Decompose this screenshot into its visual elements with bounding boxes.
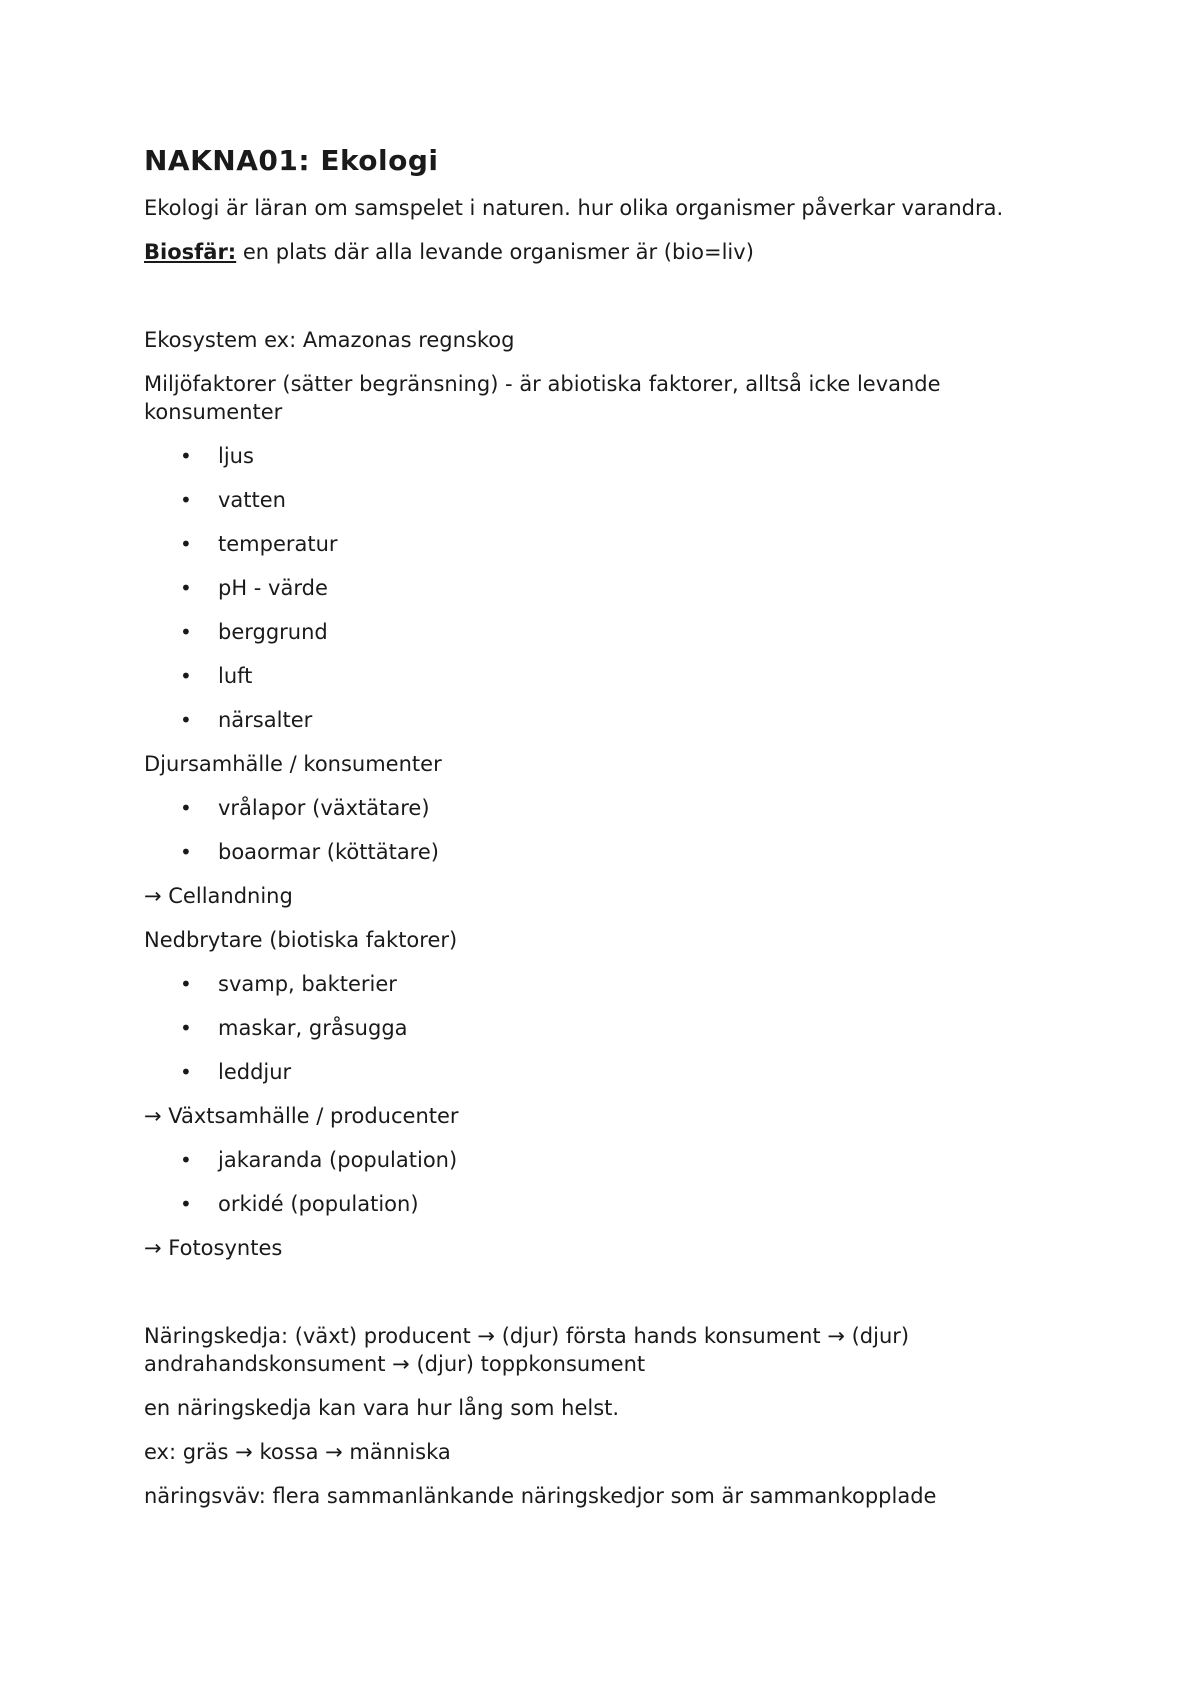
naringskedja-length-line: en näringskedja kan vara hur lång som helst. bbox=[144, 1396, 620, 1420]
example-line: ex: gräs → kossa → människa bbox=[144, 1440, 451, 1464]
list-item: • vatten bbox=[180, 488, 286, 512]
list-item: • orkidé (population) bbox=[180, 1192, 419, 1216]
list-item: • temperatur bbox=[180, 532, 338, 556]
miljofaktorer-paragraph: Miljöfaktorer (sätter begränsning) - är abiotiska faktorer, alltså icke levande konsumenter bbox=[144, 372, 941, 424]
intro-paragraph: Ekologi är läran om samspelet i naturen. hur olika organismer påverkar varandra. bbox=[144, 196, 1004, 220]
djursamhalle-heading: Djursamhälle / konsumenter bbox=[144, 752, 442, 776]
ekosystem-paragraph: Ekosystem ex: Amazonas regnskog bbox=[144, 328, 515, 352]
biosfar-term: Biosfär: bbox=[144, 240, 237, 264]
bullet-icon: • bbox=[180, 444, 192, 468]
nedbrytare-heading: Nedbrytare (biotiska faktorer) bbox=[144, 928, 458, 952]
list-item: • svamp, bakterier bbox=[180, 972, 397, 996]
bullet-icon: • bbox=[180, 972, 192, 996]
list-item: • vrålapor (växtätare) bbox=[180, 796, 430, 820]
list-item: • berggrund bbox=[180, 620, 328, 644]
bullet-icon: • bbox=[180, 576, 192, 600]
bullet-icon: • bbox=[180, 532, 192, 556]
list-item: • maskar, gråsugga bbox=[180, 1016, 408, 1040]
naringskedja-paragraph: Näringskedja: (växt) producent → (djur) första hands konsument → (djur) andrahandskonsument → (djur) toppkonsument bbox=[144, 1324, 910, 1376]
bullet-icon: • bbox=[180, 664, 192, 688]
bullet-icon: • bbox=[180, 796, 192, 820]
biosfar-paragraph bbox=[144, 238, 754, 266]
list-item: • boaormar (köttätare) bbox=[180, 840, 439, 864]
bullet-icon: • bbox=[180, 1148, 192, 1172]
bullet-icon: • bbox=[180, 1016, 192, 1040]
list-item: • ljus bbox=[180, 444, 254, 468]
bullet-icon: • bbox=[180, 1192, 192, 1216]
vaxtsamhalle-heading: → Växtsamhälle / producenter bbox=[144, 1104, 459, 1128]
bullet-icon: • bbox=[180, 620, 192, 644]
bullet-icon: • bbox=[180, 708, 192, 732]
biosfar-definition: en plats där alla levande organismer är (bio=liv) bbox=[236, 240, 754, 264]
page-title: NAKNA01: Ekologi bbox=[144, 144, 439, 177]
list-item: • luft bbox=[180, 664, 253, 688]
fotosyntes-line: → Fotosyntes bbox=[144, 1236, 283, 1260]
cellandning-line: → Cellandning bbox=[144, 884, 293, 908]
bullet-icon: • bbox=[180, 488, 192, 512]
bullet-icon: • bbox=[180, 1060, 192, 1084]
list-item: • närsalter bbox=[180, 708, 313, 732]
list-item: • leddjur bbox=[180, 1060, 292, 1084]
list-item: • jakaranda (population) bbox=[180, 1148, 458, 1172]
list-item: • pH - värde bbox=[180, 576, 328, 600]
bullet-icon: • bbox=[180, 840, 192, 864]
naringsvav-line: näringsväv: flera sammanlänkande näringskedjor som är sammankopplade bbox=[144, 1484, 937, 1508]
